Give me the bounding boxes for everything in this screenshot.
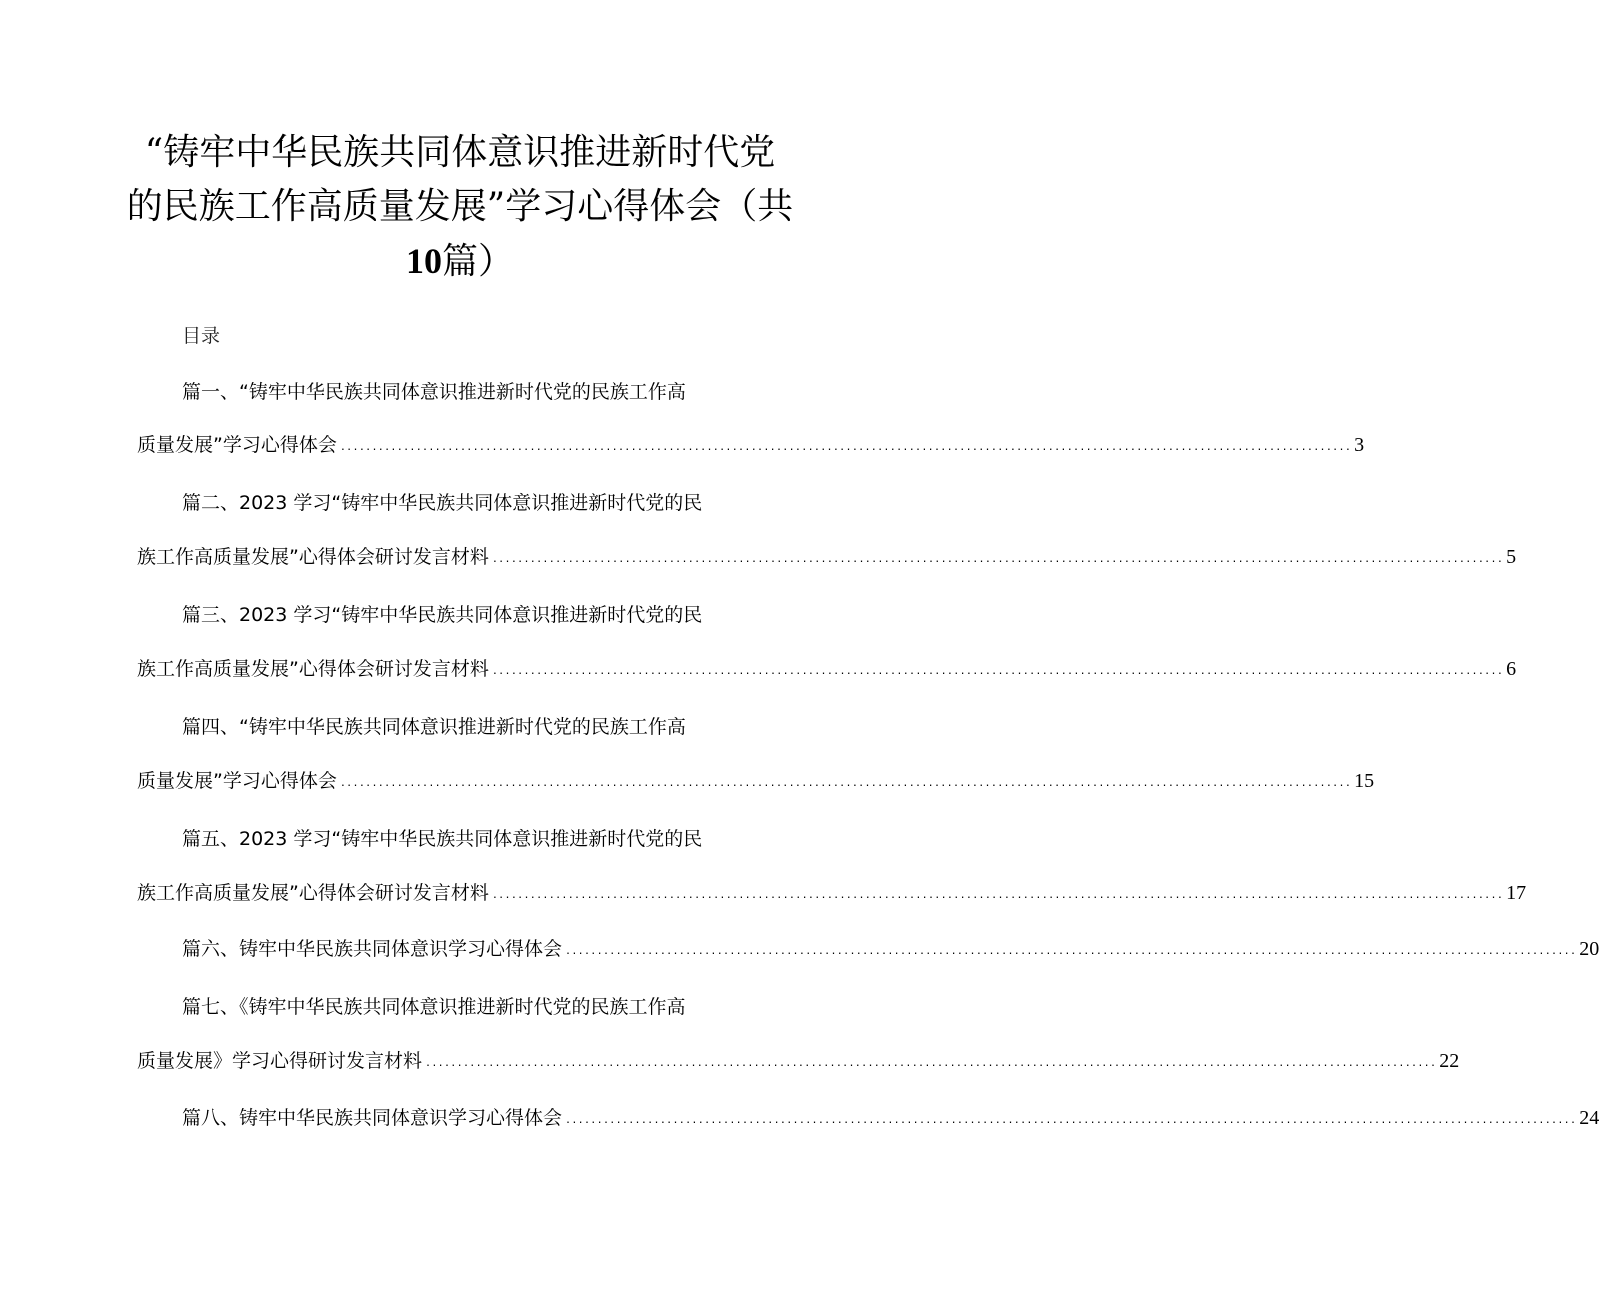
toc-entry-6[interactable] bbox=[182, 932, 1599, 966]
toc-entry-7-line-1[interactable]: 篇七、《铸牢中华民族共同体意识推进新时代党的民族工作高 bbox=[182, 996, 686, 1018]
toc-entry-2-line-1[interactable]: 篇二、2023 学习“铸牢中华民族共同体意识推进新时代党的民 bbox=[182, 492, 703, 514]
toc-entry-6-title: 篇六、铸牢中华民族共同体意识学习心得体会 bbox=[182, 938, 563, 960]
toc-dot-leader: ................................................................................................................................................................ bbox=[425, 1058, 1437, 1069]
toc-dot-leader: ................................................................................................................................................................ bbox=[565, 1115, 1577, 1126]
toc-entry-8-page-number: 24 bbox=[1579, 1107, 1599, 1129]
toc-entry-1-line-2[interactable] bbox=[137, 428, 1365, 462]
toc-entry-5-page-number: 17 bbox=[1506, 882, 1527, 904]
toc-entry-6-page-number: 20 bbox=[1579, 938, 1599, 960]
toc-entry-4-title-end: 质量发展”学习心得体会 bbox=[137, 770, 337, 792]
toc-entry-2-line-2[interactable] bbox=[137, 540, 1517, 574]
toc-entry-7-page-number: 22 bbox=[1439, 1050, 1460, 1072]
toc-dot-leader: ................................................................................................................................................................ bbox=[339, 778, 1352, 789]
toc-dot-leader: ................................................................................................................................................................ bbox=[491, 666, 1504, 677]
toc-entry-8-title: 篇八、铸牢中华民族共同体意识学习心得体会 bbox=[182, 1107, 563, 1129]
toc-dot-leader: ................................................................................................................................................................ bbox=[565, 946, 1577, 957]
document-title-line-3 bbox=[120, 232, 800, 291]
toc-entry-3-line-2[interactable] bbox=[137, 652, 1517, 686]
toc-heading: 目录 bbox=[182, 325, 221, 347]
toc-entry-4-line-2[interactable] bbox=[137, 764, 1375, 798]
toc-entry-4-page-number: 15 bbox=[1354, 770, 1375, 792]
toc-entry-3-page-number: 6 bbox=[1506, 658, 1517, 680]
toc-dot-leader: ................................................................................................................................................................ bbox=[339, 442, 1352, 453]
toc-entry-2-page-number: 5 bbox=[1506, 546, 1517, 568]
toc-entry-1-page-number: 3 bbox=[1354, 434, 1365, 456]
toc-entry-7-title-end: 质量发展》学习心得研讨发言材料 bbox=[137, 1050, 423, 1072]
toc-entry-4-line-1[interactable]: 篇四、“铸牢中华民族共同体意识推进新时代党的民族工作高 bbox=[182, 716, 686, 738]
toc-dot-leader: ................................................................................................................................................................ bbox=[491, 554, 1504, 565]
title-count-number: 10 bbox=[405, 241, 442, 281]
toc-entry-2-title-end: 族工作高质量发展”心得体会研讨发言材料 bbox=[137, 546, 489, 568]
document-title-line-1: “铸牢中华民族共同体意识推进新时代党 bbox=[144, 132, 776, 173]
toc-entry-3-title-end: 族工作高质量发展”心得体会研讨发言材料 bbox=[137, 658, 489, 680]
document-title-line-2: 的民族工作高质量发展”学习心得体会（共 bbox=[126, 186, 794, 227]
toc-entry-5-line-2[interactable] bbox=[137, 876, 1527, 910]
toc-entry-5-line-1[interactable]: 篇五、2023 学习“铸牢中华民族共同体意识推进新时代党的民 bbox=[182, 828, 703, 850]
toc-entry-1-title-end: 质量发展”学习心得体会 bbox=[137, 434, 337, 456]
toc-entry-8[interactable] bbox=[182, 1101, 1599, 1135]
toc-dot-leader: ................................................................................................................................................................ bbox=[491, 890, 1504, 901]
toc-entry-3-line-1[interactable]: 篇三、2023 学习“铸牢中华民族共同体意识推进新时代党的民 bbox=[182, 604, 703, 626]
toc-entry-5-title-end: 族工作高质量发展”心得体会研讨发言材料 bbox=[137, 882, 489, 904]
toc-entry-7-line-2[interactable] bbox=[137, 1044, 1460, 1078]
title-count-suffix: 篇） bbox=[441, 241, 514, 282]
toc-entry-1-line-1[interactable]: 篇一、“铸牢中华民族共同体意识推进新时代党的民族工作高 bbox=[182, 381, 686, 403]
